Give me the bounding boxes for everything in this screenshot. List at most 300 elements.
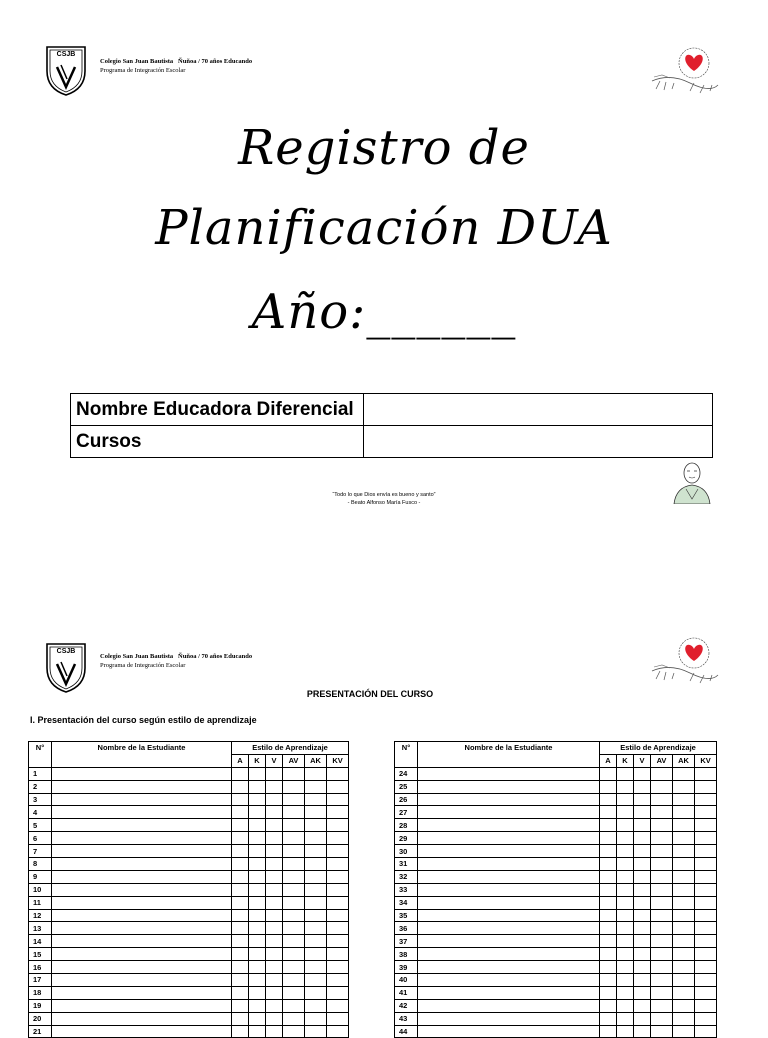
style-cell-av[interactable] <box>283 870 305 883</box>
student-name-cell[interactable] <box>52 999 232 1012</box>
style-cell-av[interactable] <box>283 845 305 858</box>
style-cell-kv[interactable] <box>327 870 349 883</box>
student-name-cell[interactable] <box>52 935 232 948</box>
student-name-cell[interactable] <box>418 806 600 819</box>
style-cell-k[interactable] <box>617 870 634 883</box>
student-name-cell[interactable] <box>52 1012 232 1025</box>
style-cell-av[interactable] <box>283 961 305 974</box>
style-cell-kv[interactable] <box>327 1012 349 1025</box>
style-cell-kv[interactable] <box>327 780 349 793</box>
student-name-cell[interactable] <box>418 1025 600 1038</box>
style-cell-kv[interactable] <box>695 780 717 793</box>
student-name-cell[interactable] <box>52 1025 232 1038</box>
style-cell-v[interactable] <box>266 999 283 1012</box>
style-cell-v[interactable] <box>634 909 651 922</box>
style-cell-v[interactable] <box>266 961 283 974</box>
style-cell-kv[interactable] <box>695 793 717 806</box>
student-name-cell[interactable] <box>52 922 232 935</box>
style-cell-av[interactable] <box>283 832 305 845</box>
learning-style-table-left <box>28 741 349 1038</box>
style-cell-k[interactable] <box>617 1025 634 1038</box>
style-cell-a[interactable] <box>600 909 617 922</box>
style-cell-kv[interactable] <box>695 1025 717 1038</box>
style-cell-ak[interactable] <box>305 819 327 832</box>
style-cell-a[interactable] <box>600 858 617 871</box>
style-cell-av[interactable] <box>283 948 305 961</box>
style-cell-kv[interactable] <box>695 974 717 987</box>
style-cell-k[interactable] <box>249 883 266 896</box>
style-cell-v[interactable] <box>266 780 283 793</box>
style-cell-ak[interactable] <box>673 883 695 896</box>
style-cell-kv[interactable] <box>327 935 349 948</box>
student-name-cell[interactable] <box>418 767 600 780</box>
style-cell-k[interactable] <box>249 870 266 883</box>
style-cell-k[interactable] <box>249 793 266 806</box>
style-cell-kv[interactable] <box>327 909 349 922</box>
style-cell-av[interactable] <box>283 767 305 780</box>
style-cell-v[interactable] <box>634 832 651 845</box>
student-name-cell[interactable] <box>418 896 600 909</box>
style-cell-ak[interactable] <box>673 832 695 845</box>
style-cell-ak[interactable] <box>673 922 695 935</box>
style-cell-av[interactable] <box>651 806 673 819</box>
style-cell-ak[interactable] <box>305 948 327 961</box>
style-cell-v[interactable] <box>266 858 283 871</box>
style-cell-v[interactable] <box>634 974 651 987</box>
style-cell-av[interactable] <box>283 935 305 948</box>
style-cell-k[interactable] <box>249 974 266 987</box>
style-cell-a[interactable] <box>232 858 249 871</box>
style-cell-kv[interactable] <box>327 922 349 935</box>
style-cell-a[interactable] <box>232 870 249 883</box>
style-cell-kv[interactable] <box>327 883 349 896</box>
style-cell-kv[interactable] <box>695 909 717 922</box>
style-cell-kv[interactable] <box>695 819 717 832</box>
style-cell-a[interactable] <box>600 780 617 793</box>
style-cell-a[interactable] <box>232 832 249 845</box>
style-cell-ak[interactable] <box>305 922 327 935</box>
student-name-cell[interactable] <box>418 909 600 922</box>
style-cell-a[interactable] <box>232 896 249 909</box>
style-cell-ak[interactable] <box>305 767 327 780</box>
style-cell-av[interactable] <box>283 793 305 806</box>
style-cell-av[interactable] <box>651 832 673 845</box>
style-cell-a[interactable] <box>232 883 249 896</box>
student-name-cell[interactable] <box>52 806 232 819</box>
style-cell-v[interactable] <box>266 948 283 961</box>
style-cell-kv[interactable] <box>695 832 717 845</box>
style-cell-kv[interactable] <box>327 845 349 858</box>
style-cell-kv[interactable] <box>695 961 717 974</box>
style-cell-k[interactable] <box>249 845 266 858</box>
style-cell-v[interactable] <box>634 1012 651 1025</box>
style-cell-kv[interactable] <box>695 845 717 858</box>
style-cell-ak[interactable] <box>305 909 327 922</box>
style-cell-a[interactable] <box>600 935 617 948</box>
style-cell-v[interactable] <box>266 845 283 858</box>
style-cell-kv[interactable] <box>695 896 717 909</box>
style-cell-ak[interactable] <box>673 767 695 780</box>
style-cell-a[interactable] <box>600 806 617 819</box>
student-name-cell[interactable] <box>418 1012 600 1025</box>
style-cell-v[interactable] <box>634 896 651 909</box>
style-cell-k[interactable] <box>249 909 266 922</box>
style-cell-av[interactable] <box>283 974 305 987</box>
style-cell-kv[interactable] <box>327 767 349 780</box>
style-cell-v[interactable] <box>634 870 651 883</box>
style-cell-v[interactable] <box>266 793 283 806</box>
educator-field[interactable] <box>364 394 713 426</box>
style-cell-av[interactable] <box>651 793 673 806</box>
style-cell-k[interactable] <box>617 948 634 961</box>
student-name-cell[interactable] <box>418 832 600 845</box>
style-cell-v[interactable] <box>634 961 651 974</box>
style-cell-ak[interactable] <box>305 935 327 948</box>
style-cell-a[interactable] <box>232 845 249 858</box>
style-cell-k[interactable] <box>249 858 266 871</box>
style-cell-a[interactable] <box>232 999 249 1012</box>
style-cell-k[interactable] <box>617 909 634 922</box>
style-cell-av[interactable] <box>283 1025 305 1038</box>
style-cell-k[interactable] <box>249 961 266 974</box>
style-cell-v[interactable] <box>266 922 283 935</box>
student-name-cell[interactable] <box>52 986 232 999</box>
style-cell-av[interactable] <box>283 806 305 819</box>
style-cell-k[interactable] <box>249 896 266 909</box>
style-cell-a[interactable] <box>232 961 249 974</box>
style-cell-a[interactable] <box>232 1025 249 1038</box>
style-cell-v[interactable] <box>266 832 283 845</box>
style-cell-kv[interactable] <box>695 922 717 935</box>
style-cell-ak[interactable] <box>305 832 327 845</box>
style-cell-ak[interactable] <box>673 858 695 871</box>
style-cell-av[interactable] <box>651 883 673 896</box>
style-cell-av[interactable] <box>283 909 305 922</box>
style-cell-k[interactable] <box>617 780 634 793</box>
style-cell-a[interactable] <box>600 1025 617 1038</box>
style-cell-v[interactable] <box>634 806 651 819</box>
style-cell-av[interactable] <box>651 1025 673 1038</box>
student-name-cell[interactable] <box>52 780 232 793</box>
style-cell-a[interactable] <box>600 922 617 935</box>
style-cell-kv[interactable] <box>695 883 717 896</box>
style-cell-kv[interactable] <box>695 858 717 871</box>
style-cell-av[interactable] <box>283 986 305 999</box>
style-cell-v[interactable] <box>634 793 651 806</box>
courses-field[interactable] <box>364 426 713 458</box>
style-cell-v[interactable] <box>266 986 283 999</box>
style-cell-ak[interactable] <box>673 780 695 793</box>
style-cell-k[interactable] <box>249 922 266 935</box>
style-cell-ak[interactable] <box>673 806 695 819</box>
style-cell-ak[interactable] <box>673 986 695 999</box>
style-cell-av[interactable] <box>651 819 673 832</box>
style-cell-a[interactable] <box>232 935 249 948</box>
style-cell-av[interactable] <box>651 909 673 922</box>
style-cell-kv[interactable] <box>695 870 717 883</box>
style-cell-k[interactable] <box>617 832 634 845</box>
student-name-cell[interactable] <box>52 974 232 987</box>
style-cell-ak[interactable] <box>673 870 695 883</box>
style-cell-a[interactable] <box>600 974 617 987</box>
style-cell-a[interactable] <box>600 845 617 858</box>
style-cell-v[interactable] <box>266 819 283 832</box>
style-cell-ak[interactable] <box>305 999 327 1012</box>
style-cell-av[interactable] <box>283 819 305 832</box>
style-cell-v[interactable] <box>266 1012 283 1025</box>
student-name-cell[interactable] <box>52 832 232 845</box>
student-name-cell[interactable] <box>52 845 232 858</box>
style-cell-av[interactable] <box>283 922 305 935</box>
style-cell-ak[interactable] <box>673 935 695 948</box>
table-row <box>29 845 349 858</box>
style-cell-a[interactable] <box>600 819 617 832</box>
style-cell-k[interactable] <box>249 1025 266 1038</box>
style-cell-kv[interactable] <box>327 819 349 832</box>
style-cell-k[interactable] <box>617 986 634 999</box>
row-number: 5 <box>29 819 52 832</box>
style-cell-v[interactable] <box>634 922 651 935</box>
style-cell-av[interactable] <box>651 1012 673 1025</box>
style-cell-a[interactable] <box>232 780 249 793</box>
style-cell-ak[interactable] <box>305 793 327 806</box>
student-name-cell[interactable] <box>52 793 232 806</box>
style-cell-ak[interactable] <box>673 961 695 974</box>
style-cell-k[interactable] <box>617 974 634 987</box>
style-cell-k[interactable] <box>617 767 634 780</box>
style-cell-a[interactable] <box>232 986 249 999</box>
style-cell-k[interactable] <box>249 948 266 961</box>
student-name-cell[interactable] <box>418 819 600 832</box>
style-cell-av[interactable] <box>283 999 305 1012</box>
style-cell-av[interactable] <box>651 922 673 935</box>
style-cell-v[interactable] <box>634 819 651 832</box>
style-cell-ak[interactable] <box>305 780 327 793</box>
style-cell-ak[interactable] <box>673 1025 695 1038</box>
style-cell-av[interactable] <box>651 974 673 987</box>
student-name-cell[interactable] <box>418 922 600 935</box>
style-cell-k[interactable] <box>617 819 634 832</box>
style-cell-v[interactable] <box>266 909 283 922</box>
style-cell-a[interactable] <box>232 1012 249 1025</box>
style-cell-v[interactable] <box>266 1025 283 1038</box>
style-cell-ak[interactable] <box>673 1012 695 1025</box>
style-cell-kv[interactable] <box>695 767 717 780</box>
style-cell-v[interactable] <box>634 845 651 858</box>
style-cell-k[interactable] <box>617 806 634 819</box>
style-cell-a[interactable] <box>600 883 617 896</box>
style-cell-av[interactable] <box>651 999 673 1012</box>
style-cell-kv[interactable] <box>695 986 717 999</box>
style-cell-kv[interactable] <box>327 948 349 961</box>
style-cell-v[interactable] <box>266 935 283 948</box>
student-name-cell[interactable] <box>418 935 600 948</box>
style-cell-k[interactable] <box>617 858 634 871</box>
style-cell-ak[interactable] <box>305 858 327 871</box>
student-name-cell[interactable] <box>52 767 232 780</box>
style-cell-kv[interactable] <box>327 961 349 974</box>
style-cell-k[interactable] <box>249 832 266 845</box>
style-cell-av[interactable] <box>283 896 305 909</box>
style-cell-av[interactable] <box>651 767 673 780</box>
student-name-cell[interactable] <box>418 845 600 858</box>
style-cell-a[interactable] <box>600 1012 617 1025</box>
style-cell-v[interactable] <box>634 883 651 896</box>
style-cell-v[interactable] <box>266 806 283 819</box>
style-cell-k[interactable] <box>617 961 634 974</box>
style-cell-k[interactable] <box>617 999 634 1012</box>
style-cell-a[interactable] <box>232 948 249 961</box>
student-name-cell[interactable] <box>52 909 232 922</box>
style-cell-ak[interactable] <box>305 845 327 858</box>
student-name-cell[interactable] <box>418 858 600 871</box>
style-cell-ak[interactable] <box>305 986 327 999</box>
style-cell-kv[interactable] <box>327 896 349 909</box>
style-cell-ak[interactable] <box>305 974 327 987</box>
style-cell-k[interactable] <box>617 922 634 935</box>
student-name-cell[interactable] <box>418 883 600 896</box>
style-cell-v[interactable] <box>266 974 283 987</box>
style-cell-k[interactable] <box>249 767 266 780</box>
style-cell-av[interactable] <box>283 1012 305 1025</box>
style-cell-v[interactable] <box>634 986 651 999</box>
style-cell-av[interactable] <box>651 986 673 999</box>
style-cell-ak[interactable] <box>673 793 695 806</box>
style-cell-ak[interactable] <box>305 1025 327 1038</box>
style-cell-a[interactable] <box>600 832 617 845</box>
student-name-cell[interactable] <box>418 793 600 806</box>
student-name-cell[interactable] <box>52 948 232 961</box>
style-cell-k[interactable] <box>249 806 266 819</box>
style-cell-kv[interactable] <box>327 806 349 819</box>
style-cell-v[interactable] <box>266 883 283 896</box>
style-cell-a[interactable] <box>232 922 249 935</box>
style-cell-kv[interactable] <box>327 793 349 806</box>
style-cell-kv[interactable] <box>695 1012 717 1025</box>
style-cell-av[interactable] <box>651 870 673 883</box>
style-cell-av[interactable] <box>283 780 305 793</box>
style-cell-av[interactable] <box>651 961 673 974</box>
style-cell-av[interactable] <box>651 858 673 871</box>
student-name-cell[interactable] <box>52 870 232 883</box>
style-cell-kv[interactable] <box>695 935 717 948</box>
style-cell-av[interactable] <box>283 883 305 896</box>
style-cell-av[interactable] <box>651 935 673 948</box>
style-cell-k[interactable] <box>617 896 634 909</box>
style-cell-k[interactable] <box>617 845 634 858</box>
student-name-cell[interactable] <box>418 999 600 1012</box>
style-cell-a[interactable] <box>600 896 617 909</box>
style-cell-kv[interactable] <box>327 858 349 871</box>
style-cell-av[interactable] <box>651 845 673 858</box>
style-cell-av[interactable] <box>283 858 305 871</box>
style-cell-v[interactable] <box>634 1025 651 1038</box>
style-cell-a[interactable] <box>600 870 617 883</box>
style-cell-ak[interactable] <box>305 1012 327 1025</box>
style-cell-av[interactable] <box>651 780 673 793</box>
style-cell-ak[interactable] <box>305 806 327 819</box>
style-cell-ak[interactable] <box>673 819 695 832</box>
style-cell-ak[interactable] <box>673 896 695 909</box>
student-name-cell[interactable] <box>52 896 232 909</box>
student-name-cell[interactable] <box>52 961 232 974</box>
style-cell-av[interactable] <box>651 948 673 961</box>
style-cell-kv[interactable] <box>695 948 717 961</box>
style-cell-av[interactable] <box>651 896 673 909</box>
style-cell-a[interactable] <box>232 974 249 987</box>
student-name-cell[interactable] <box>418 870 600 883</box>
style-cell-v[interactable] <box>266 896 283 909</box>
style-cell-ak[interactable] <box>305 961 327 974</box>
style-cell-k[interactable] <box>249 986 266 999</box>
student-name-cell[interactable] <box>418 948 600 961</box>
style-cell-ak[interactable] <box>305 896 327 909</box>
style-cell-v[interactable] <box>266 767 283 780</box>
style-cell-ak[interactable] <box>673 999 695 1012</box>
style-cell-v[interactable] <box>634 948 651 961</box>
style-cell-kv[interactable] <box>327 1025 349 1038</box>
style-cell-k[interactable] <box>617 793 634 806</box>
style-cell-a[interactable] <box>600 767 617 780</box>
style-cell-a[interactable] <box>232 767 249 780</box>
style-cell-a[interactable] <box>232 819 249 832</box>
style-cell-kv[interactable] <box>327 986 349 999</box>
style-cell-k[interactable] <box>617 935 634 948</box>
style-cell-k[interactable] <box>249 999 266 1012</box>
style-cell-ak[interactable] <box>305 870 327 883</box>
style-cell-v[interactable] <box>634 780 651 793</box>
style-cell-a[interactable] <box>600 986 617 999</box>
style-cell-k[interactable] <box>249 819 266 832</box>
style-cell-ak[interactable] <box>673 909 695 922</box>
style-cell-k[interactable] <box>249 935 266 948</box>
style-cell-kv[interactable] <box>327 974 349 987</box>
style-cell-ak[interactable] <box>673 845 695 858</box>
style-cell-a[interactable] <box>600 999 617 1012</box>
student-name-cell[interactable] <box>418 974 600 987</box>
style-cell-kv[interactable] <box>695 806 717 819</box>
row-number: 4 <box>29 806 52 819</box>
student-name-cell[interactable] <box>418 986 600 999</box>
style-cell-a[interactable] <box>600 961 617 974</box>
student-name-cell[interactable] <box>52 883 232 896</box>
student-name-cell[interactable] <box>52 819 232 832</box>
style-cell-v[interactable] <box>266 870 283 883</box>
student-name-cell[interactable] <box>418 961 600 974</box>
style-cell-v[interactable] <box>634 935 651 948</box>
style-cell-a[interactable] <box>232 806 249 819</box>
style-cell-kv[interactable] <box>327 832 349 845</box>
style-cell-k[interactable] <box>249 780 266 793</box>
style-cell-kv[interactable] <box>695 999 717 1012</box>
style-cell-a[interactable] <box>600 948 617 961</box>
style-cell-a[interactable] <box>232 909 249 922</box>
style-cell-v[interactable] <box>634 999 651 1012</box>
style-cell-a[interactable] <box>232 793 249 806</box>
style-cell-k[interactable] <box>249 1012 266 1025</box>
student-name-cell[interactable] <box>52 858 232 871</box>
style-cell-ak[interactable] <box>673 948 695 961</box>
style-cell-v[interactable] <box>634 767 651 780</box>
style-cell-ak[interactable] <box>305 883 327 896</box>
student-name-cell[interactable] <box>418 780 600 793</box>
style-cell-ak[interactable] <box>673 974 695 987</box>
style-cell-k[interactable] <box>617 883 634 896</box>
style-cell-v[interactable] <box>634 858 651 871</box>
style-cell-k[interactable] <box>617 1012 634 1025</box>
style-cell-kv[interactable] <box>327 999 349 1012</box>
style-cell-a[interactable] <box>600 793 617 806</box>
